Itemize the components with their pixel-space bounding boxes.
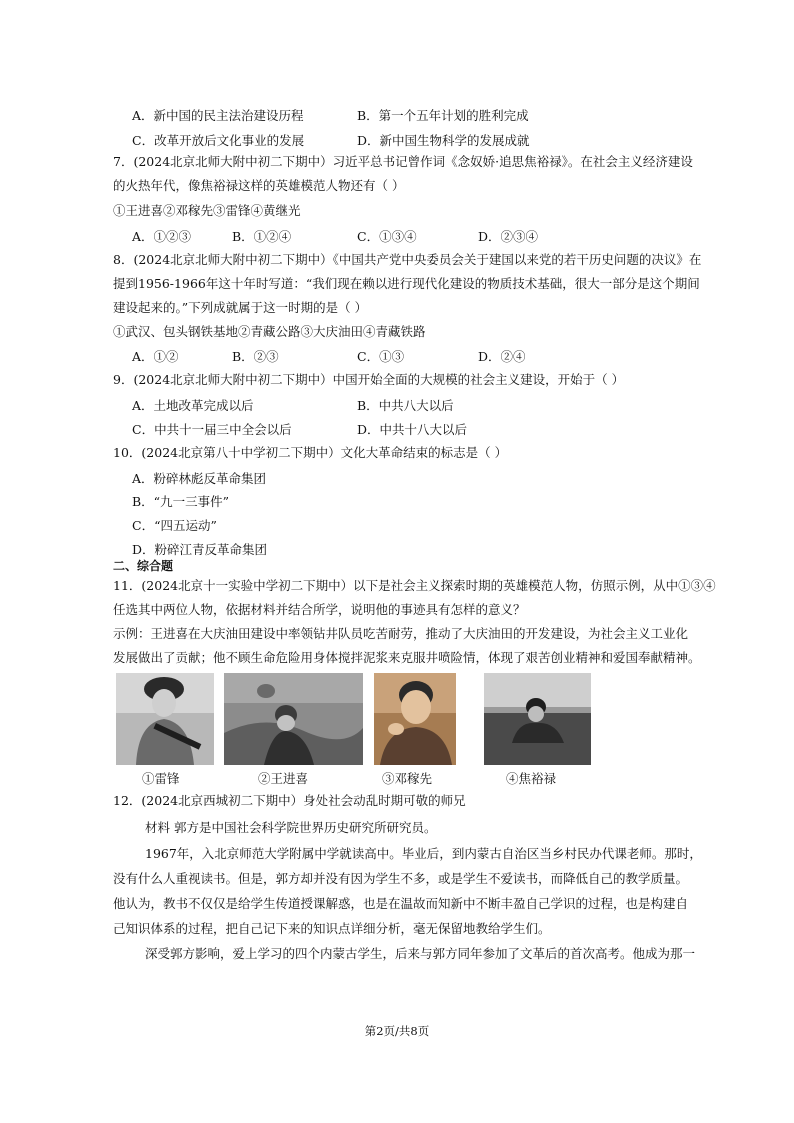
q7-option-d: D．②③④ bbox=[478, 229, 539, 244]
q12-paragraph-line5: 深受郭方影响，爱上学习的四个内蒙古学生，后来与郭方同年参加了文革后的首次高考。他成为那一 bbox=[145, 946, 696, 961]
q12-paragraph-line2: 没有什么人重视读书。但是，郭方却并没有因为学生不多，或是学生不爱读书，而降低自己的教学质量。 bbox=[113, 871, 689, 886]
q6-option-c: C．改革开放后文化事业的发展 bbox=[132, 133, 305, 148]
photo-wang-jinxi bbox=[224, 673, 363, 765]
q9-option-b: B．中共八大以后 bbox=[357, 398, 454, 413]
caption-deng-jiaxian: ③邓稼先 bbox=[382, 771, 433, 786]
q8-option-b: B．②③ bbox=[232, 349, 279, 364]
q7-option-c: C．①③④ bbox=[357, 229, 417, 244]
q8-option-a: A．①② bbox=[132, 349, 179, 364]
q6-option-a: A．新中国的民主法治建设历程 bbox=[132, 108, 304, 123]
caption-lei-feng: ①雷锋 bbox=[142, 771, 180, 786]
q11-stem-line1: 11．(2024北京十一实验中学初二下期中）以下是社会主义探索时期的英雄模范人物，仿照示例，从中①③④ bbox=[113, 578, 716, 593]
q9-stem: 9．(2024北京北师大附中初二下期中）中国开始全面的大规模的社会主义建设，开始于（ ） bbox=[113, 372, 625, 387]
page-footer: 第2页/共8页 bbox=[364, 1024, 430, 1038]
q8-items: ①武汉、包头钢铁基地②青藏公路③大庆油田④青藏铁路 bbox=[113, 324, 426, 339]
q7-stem-line1: 7．(2024北京北师大附中初二下期中）习近平总书记曾作词《念奴娇·追思焦裕禄》。在社会主义经济建设 bbox=[113, 154, 693, 169]
q8-stem-line3: 建设起来的。”下列成就属于这一时期的是（ ） bbox=[113, 300, 368, 315]
q8-option-d: D．②④ bbox=[478, 349, 526, 364]
q6-option-b: B．第一个五年计划的胜利完成 bbox=[357, 108, 529, 123]
q11-example-line2: 发展做出了贡献；他不顾生命危险用身体搅拌泥浆来克服井喷险情，体现了艰苦创业精神和爱国奉献精神。 bbox=[113, 650, 701, 665]
q7-option-b: B．①②④ bbox=[232, 229, 292, 244]
q7-items: ①王进喜②邓稼先③雷锋④黄继光 bbox=[113, 203, 301, 218]
photo-jiao-yulu bbox=[484, 673, 591, 765]
q9-option-d: D．中共十八大以后 bbox=[357, 422, 468, 437]
q10-option-c: C．“四五运动” bbox=[132, 518, 217, 533]
q6-option-d: D．新中国生物科学的发展成就 bbox=[357, 133, 530, 148]
q7-option-a: A．①②③ bbox=[132, 229, 192, 244]
q10-option-b: B．“九一三事件” bbox=[132, 494, 229, 509]
q12-paragraph-line4: 己知识体系的过程，把自己记下来的知识点详细分析，毫无保留地教给学生们。 bbox=[113, 921, 551, 936]
q10-stem: 10．(2024北京第八十中学初二下期中）文化大革命结束的标志是（ ） bbox=[113, 445, 508, 460]
q8-stem-line2: 提到1956-1966年这十年时写道：“我们现在赖以进行现代化建设的物质技术基础，很大一部分是这个期间 bbox=[113, 276, 700, 291]
q8-stem-line1: 8．(2024北京北师大附中初二下期中）《中国共产党中央委员会关于建国以来党的若干历史问题的决议》在 bbox=[113, 252, 702, 267]
q9-option-c: C．中共十一届三中全会以后 bbox=[132, 422, 292, 437]
q11-stem-line2: 任选其中两位人物，依据材料并结合所学，说明他的事迹具有怎样的意义？ bbox=[113, 602, 526, 617]
q9-option-a: A．土地改革完成以后 bbox=[132, 398, 254, 413]
q11-example-line1: 示例：王进喜在大庆油田建设中率领钻井队员吃苦耐劳，推动了大庆油田的开发建设，为社会主义工业化 bbox=[113, 626, 689, 641]
q12-paragraph-line3: 他认为，教书不仅仅是给学生传道授课解惑，也是在温故而知新中不断丰盈自己学识的过程，也是构建自 bbox=[113, 896, 689, 911]
q10-option-d: D．粉碎江青反革命集团 bbox=[132, 542, 268, 557]
q8-option-c: C．①③ bbox=[357, 349, 405, 364]
caption-wang-jinxi: ②王进喜 bbox=[258, 771, 309, 786]
q12-stem: 12．(2024北京西城初二下期中）身处社会动乱时期可敬的师兄 bbox=[113, 793, 466, 808]
photo-deng-jiaxian bbox=[374, 673, 456, 765]
q12-material-intro: 材料 郭方是中国社会科学院世界历史研究所研究员。 bbox=[145, 820, 437, 835]
photo-lei-feng bbox=[116, 673, 214, 765]
q12-paragraph-line1: 1967年，入北京师范大学附属中学就读高中。毕业后，到内蒙古自治区当乡村民办代课老师。那时， bbox=[145, 846, 702, 861]
caption-jiao-yulu: ④焦裕禄 bbox=[506, 771, 557, 786]
q7-stem-line2: 的火热年代，像焦裕禄这样的英雄模范人物还有（ ） bbox=[113, 178, 405, 193]
q10-option-a: A．粉碎林彪反革命集团 bbox=[132, 471, 267, 486]
section-title: 二、综合题 bbox=[113, 559, 174, 573]
